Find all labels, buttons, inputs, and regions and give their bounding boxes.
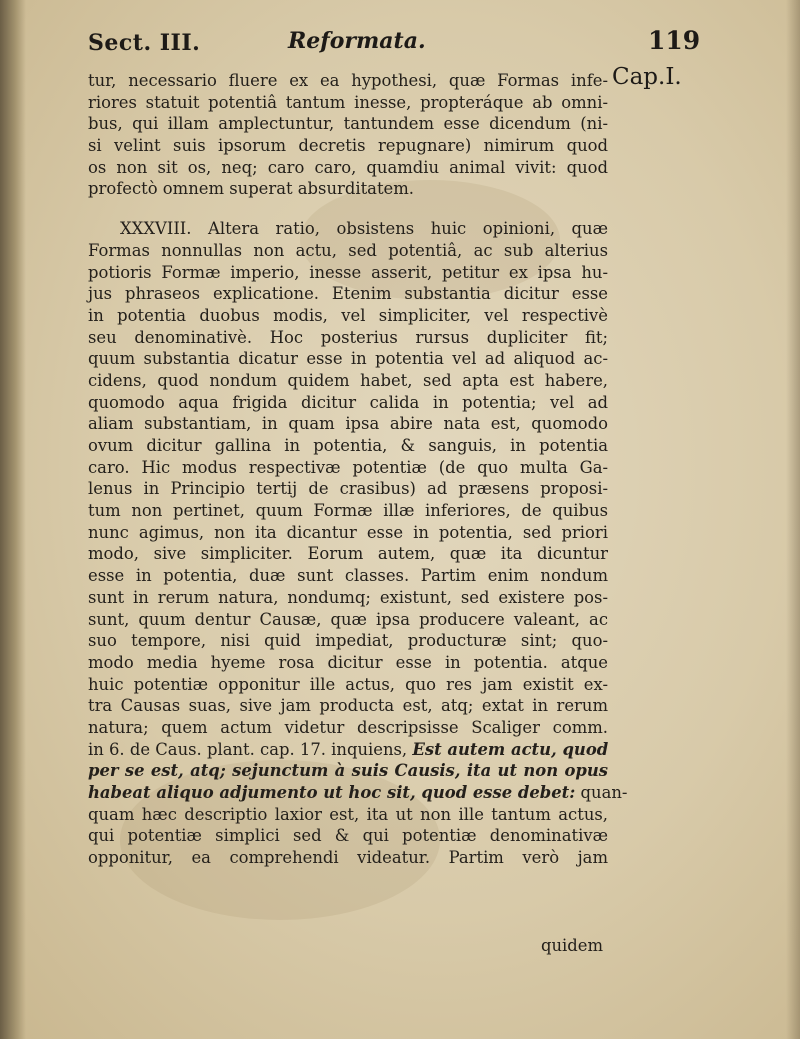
text-line: potioris Formæ imperio, inesse asserit, petitur ex ipsa hu- xyxy=(88,262,608,282)
body-text xyxy=(88,70,628,869)
text-line: profectò omnem superat absurditatem. xyxy=(88,179,414,199)
text-line: ovum dicitur gallina in potentia, & sanguis, in potentia xyxy=(88,436,608,455)
text-line: caro. Hic modus respectivæ potentiæ (de quo multa Ga- xyxy=(88,457,608,477)
italic-quote: habeat aliquo adjumento ut hoc sit, quod esse debet: xyxy=(88,783,576,802)
text-line: suo tempore, nisi quid impediat, producturæ sint; quo- xyxy=(88,631,608,651)
paragraph-gap xyxy=(88,200,608,218)
text-line-with-quote xyxy=(88,782,628,804)
text-line: quomodo aqua frigida dicitur calida in potentia; vel ad xyxy=(88,392,608,412)
text-line: cidens, quod nondum quidem habet, sed apta est habere, xyxy=(88,370,608,390)
text-line: qui potentiæ simplici sed & qui potentiæ denominativæ xyxy=(88,826,608,846)
text-line: aliam substantiam, in quam ipsa abire nata est, quomodo xyxy=(88,414,608,434)
text-line: natura; quem actum videtur descripsisse Scaliger comm. xyxy=(88,717,608,737)
binding-gutter xyxy=(0,0,26,1039)
margin-chapter-note: Cap.I. xyxy=(612,64,682,90)
text-line: modo media hyeme rosa dicitur esse in potentia. atque xyxy=(88,652,608,672)
text-line: tur, necessario fluere ex ea hypothesi, quæ Formas infe- xyxy=(88,71,608,90)
text-line-with-quote xyxy=(88,739,608,761)
text-line: jus phraseos explicatione. Etenim substantia dicitur esse xyxy=(88,284,608,304)
text-segment: quan- xyxy=(580,783,628,802)
text-line: bus, qui illam amplectuntur, tantundem esse dicendum (ni- xyxy=(88,114,608,134)
text-line: modo, sive simpliciter. Eorum autem, quæ ita dicuntur xyxy=(88,544,608,564)
italic-quote-line: per se est, atq; sejunctum à suis Causis, ita ut non opus xyxy=(88,761,608,781)
catchword: quidem xyxy=(541,936,604,955)
text-line: Formas nonnullas non actu, sed potentiâ, ac sub alterius xyxy=(88,240,608,260)
text-line: riores statuit potentiâ tantum inesse, propteráque ab omni- xyxy=(88,92,608,112)
text-line: nunc agimus, non ita dicantur esse in potentia, sed priori xyxy=(88,522,608,542)
running-header xyxy=(88,26,701,66)
text-line: opponitur, ea comprehendi videatur. Partim verò jam xyxy=(88,848,608,868)
text-line: seu denominativè. Hoc posterius rursus dupliciter fit; xyxy=(88,327,608,347)
text-line: quum substantia dicatur esse in potentia vel ad aliquod ac- xyxy=(88,349,608,369)
page-number: 119 xyxy=(648,26,701,55)
text-line: os non sit os, neq; caro caro, quamdiu animal vivit: quod xyxy=(88,157,608,177)
text-line: huic potentiæ opponitur ille actus, quo res jam existit ex- xyxy=(88,674,608,694)
text-line: sunt in rerum natura, nondumq; existunt, sed existere pos- xyxy=(88,587,608,607)
section-label: Sect. III. xyxy=(88,30,201,56)
text-line: esse in potentia, duæ sunt classes. Partim enim nondum xyxy=(88,566,608,586)
italic-quote: Est autem actu, quod xyxy=(412,739,609,759)
text-segment: in 6. de Caus. plant. cap. 17. inquiens, xyxy=(88,739,408,759)
text-line: XXXVIII. Altera ratio, obsistens huic opinioni, quæ xyxy=(120,219,608,239)
text-line: tra Causas suas, sive jam producta est, atq; extat in rerum xyxy=(88,696,608,716)
page-edge-shadow xyxy=(786,0,800,1039)
running-title: Reformata. xyxy=(288,28,426,54)
text-line: quam hæc descriptio laxior est, ita ut non ille tantum actus, xyxy=(88,804,608,824)
text-line: lenus in Principio tertij de crasibus) ad præsens proposi- xyxy=(88,479,608,499)
text-line: sunt, quum dentur Causæ, quæ ipsa producere valeant, ac xyxy=(88,609,608,629)
text-line: tum non pertinet, quum Formæ illæ inferiores, de quibus xyxy=(88,501,608,521)
text-line: si velint suis ipsorum decretis repugnare) nimirum quod xyxy=(88,136,608,156)
text-line: in potentia duobus modis, vel simpliciter, vel respectivè xyxy=(88,305,608,325)
